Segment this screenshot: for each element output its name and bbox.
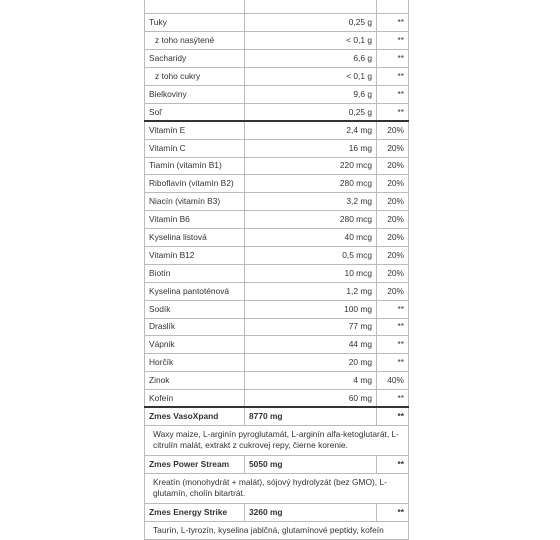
- nutrient-amount: 60 mg: [245, 390, 377, 408]
- blend-ingredients-row: [145, 473, 409, 503]
- nutrient-rhp: **: [377, 318, 409, 336]
- nutrient-rhp: 40%: [377, 372, 409, 390]
- nutrient-name: Draslík: [145, 318, 245, 336]
- nutrient-rhp: 20%: [377, 282, 409, 300]
- table-row: [145, 282, 409, 300]
- nutrient-name: Vápnik: [145, 336, 245, 354]
- nutrient-rhp: 20%: [377, 121, 409, 139]
- nutrient-name: Vitamín B6: [145, 211, 245, 229]
- nutrient-amount: 6,6 g: [245, 50, 377, 68]
- blend-ingredients: Taurín, L-tyrozín, kyselina jablčná, glutamínové peptidy, kofeín: [145, 521, 409, 540]
- nutrient-rhp: 20%: [377, 246, 409, 264]
- table-row: [145, 85, 409, 103]
- nutrient-amount: 10 mcg: [245, 264, 377, 282]
- table-row: [145, 211, 409, 229]
- table-row: [145, 300, 409, 318]
- nutrient-name: Soľ: [145, 103, 245, 121]
- blend-amount: 5050 mg: [245, 455, 377, 473]
- nutrient-rhp: **: [377, 68, 409, 86]
- nutrient-rhp: 20%: [377, 157, 409, 175]
- nutrient-rhp: 20%: [377, 175, 409, 193]
- blend-row: [145, 407, 409, 425]
- nutrient-rhp: **: [377, 14, 409, 32]
- nutrient-amount: < 0,1 g: [245, 68, 377, 86]
- nutrient-amount: 2,4 mg: [245, 121, 377, 139]
- nutrient-rhp: **: [377, 300, 409, 318]
- table-row: [145, 157, 409, 175]
- nutrient-name: Horčík: [145, 354, 245, 372]
- blend-amount: 3260 mg: [245, 503, 377, 521]
- blend-row: [145, 455, 409, 473]
- nutrient-amount: 40 mcg: [245, 229, 377, 247]
- nutrition-facts-table: [144, 0, 409, 540]
- nutrient-name: Riboflavín (vitamín B2): [145, 175, 245, 193]
- table-row-partial: [145, 0, 409, 14]
- table-row: [145, 264, 409, 282]
- nutrient-name: Niacín (vitamín B3): [145, 193, 245, 211]
- blend-name: Zmes Power Stream: [145, 455, 245, 473]
- nutrient-rhp: **: [377, 32, 409, 50]
- table-row: [145, 372, 409, 390]
- blend-rhp: **: [377, 455, 409, 473]
- nutrient-rhp: 20%: [377, 229, 409, 247]
- nutrient-amount: 77 mg: [245, 318, 377, 336]
- nutrient-name: z toho nasýtené: [145, 32, 245, 50]
- blend-ingredients-row: [145, 521, 409, 540]
- nutrient-amount: 1,2 mg: [245, 282, 377, 300]
- nutrient-name: Vitamín E: [145, 121, 245, 139]
- table-row: [145, 68, 409, 86]
- table-row: [145, 50, 409, 68]
- nutrient-name: Tuky: [145, 14, 245, 32]
- blend-row: [145, 503, 409, 521]
- nutrient-amount: 280 mcg: [245, 175, 377, 193]
- nutrient-rhp: 20%: [377, 193, 409, 211]
- nutrient-amount: 16 mg: [245, 139, 377, 157]
- table-row: [145, 175, 409, 193]
- nutrient-rhp: **: [377, 390, 409, 408]
- nutrient-amount: 0,25 g: [245, 103, 377, 121]
- nutrient-rhp: 20%: [377, 139, 409, 157]
- blend-rhp: **: [377, 407, 409, 425]
- nutrient-name: Sodík: [145, 300, 245, 318]
- nutrient-name: Sacharidy: [145, 50, 245, 68]
- nutrient-rhp: **: [377, 336, 409, 354]
- table-row: [145, 103, 409, 121]
- nutrient-name: Tiamín (vitamín B1): [145, 157, 245, 175]
- nutrient-rhp: **: [377, 50, 409, 68]
- nutrient-rhp: 20%: [377, 211, 409, 229]
- nutrient-rhp: **: [377, 103, 409, 121]
- nutrient-amount: 3,2 mg: [245, 193, 377, 211]
- nutrient-amount: 220 mcg: [245, 157, 377, 175]
- table-row: [145, 193, 409, 211]
- nutrient-amount: 20 mg: [245, 354, 377, 372]
- table-row: [145, 336, 409, 354]
- nutrient-amount: < 0,1 g: [245, 32, 377, 50]
- blend-ingredients: Waxy maize, L-arginín pyroglutamát, L-arginín alfa-ketoglutarát, L-citrulín malát, extrakt z cukrovej repy, čierne korenie.: [145, 425, 409, 455]
- nutrient-amount: 9,6 g: [245, 85, 377, 103]
- nutrient-name: Biotín: [145, 264, 245, 282]
- nutrient-name: Vitamín C: [145, 139, 245, 157]
- nutrient-rhp: **: [377, 354, 409, 372]
- table-row: [145, 390, 409, 408]
- nutrient-rhp: 20%: [377, 264, 409, 282]
- table-row: [145, 121, 409, 139]
- blend-amount: 8770 mg: [245, 407, 377, 425]
- table-row: [145, 139, 409, 157]
- nutrient-name: Kofeín: [145, 390, 245, 408]
- blend-name: Zmes VasoXpand: [145, 407, 245, 425]
- blend-rhp: **: [377, 503, 409, 521]
- nutrient-name: Bielkoviny: [145, 85, 245, 103]
- nutrient-name: Vitamín B12: [145, 246, 245, 264]
- nutrient-amount: 100 mg: [245, 300, 377, 318]
- table-row: [145, 229, 409, 247]
- table-row: [145, 32, 409, 50]
- table-row: [145, 318, 409, 336]
- table-row: [145, 354, 409, 372]
- nutrient-amount: 4 mg: [245, 372, 377, 390]
- nutrient-amount: 44 mg: [245, 336, 377, 354]
- nutrient-amount: 0,25 g: [245, 14, 377, 32]
- nutrient-name: z toho cukry: [145, 68, 245, 86]
- nutrient-amount: 280 mcg: [245, 211, 377, 229]
- blend-ingredients-row: [145, 425, 409, 455]
- blend-ingredients: Kreatín (monohydrát + malát), sójový hydrolyzát (bez GMO), L-glutamín, cholín bitartrát.: [145, 473, 409, 503]
- nutrient-amount: 0,5 mcg: [245, 246, 377, 264]
- nutrient-name: Kyselina listová: [145, 229, 245, 247]
- blend-name: Zmes Energy Strike: [145, 503, 245, 521]
- table-row: [145, 246, 409, 264]
- nutrient-rhp: **: [377, 85, 409, 103]
- table-row: [145, 14, 409, 32]
- nutrient-name: Zinok: [145, 372, 245, 390]
- nutrient-name: Kyselina pantoténová: [145, 282, 245, 300]
